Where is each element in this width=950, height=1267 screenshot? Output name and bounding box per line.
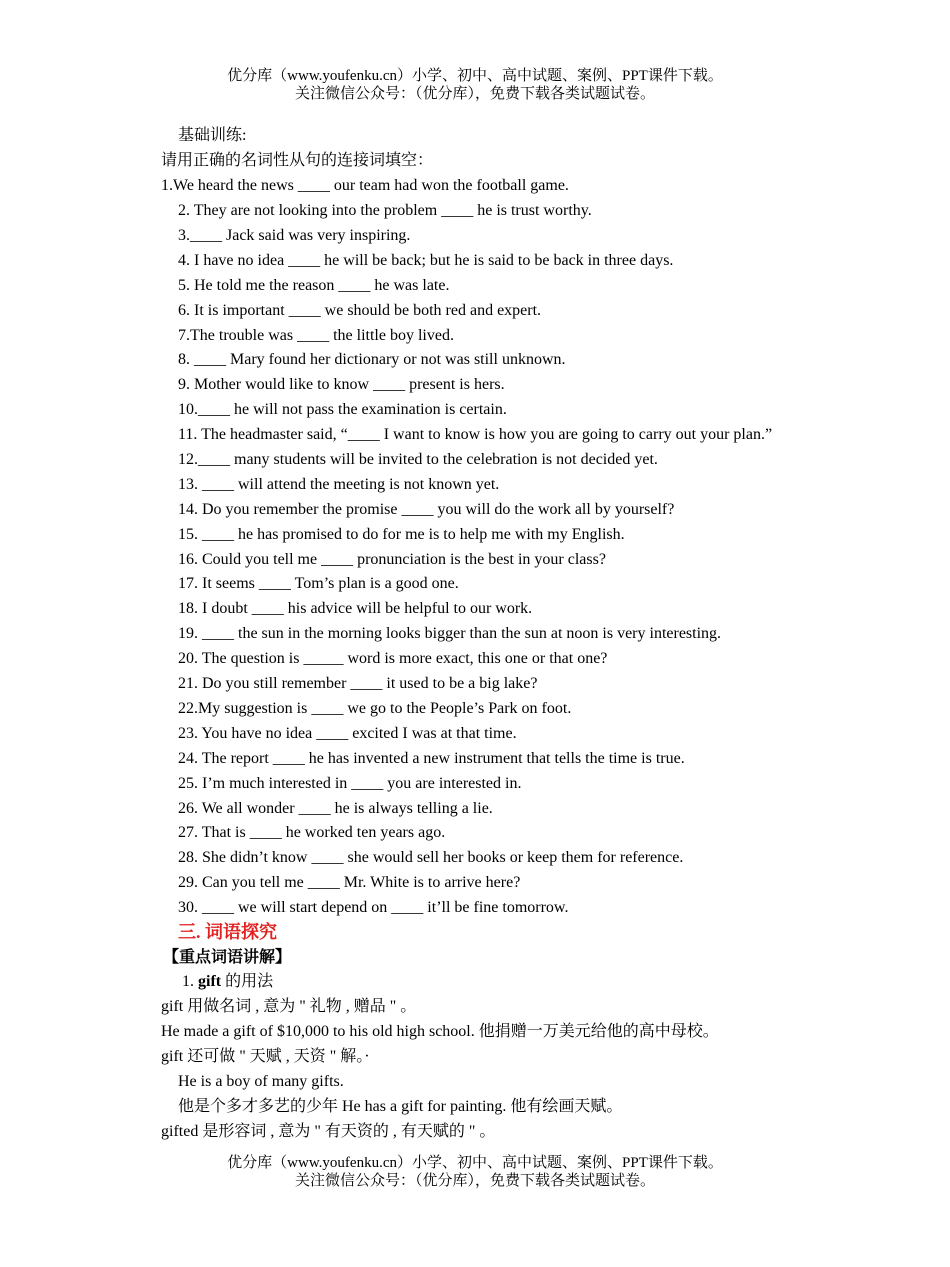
question-15: 15. ____ he has promised to do for me is to help me with my English.	[178, 526, 625, 543]
question-21: 21. Do you still remember ____ it used to be a big lake?	[178, 675, 538, 692]
vocab-item-rest: 的用法	[221, 973, 274, 990]
question-10: 10.____ he will not pass the examination is certain.	[178, 401, 507, 418]
question-4: 4. I have no idea ____ he will be back; but he is said to be back in three days.	[178, 252, 674, 269]
question-13: 13. ____ will attend the meeting is not known yet.	[178, 476, 500, 493]
vocab-line-2: He made a gift of $10,000 to his old high school. 他捐赠一万美元给他的高中母校。	[161, 1023, 719, 1040]
question-25: 25. I’m much interested in ____ you are interested in.	[178, 775, 522, 792]
question-1: 1.We heard the news ____ our team had won the football game.	[161, 177, 569, 194]
vocab-line-3: gift 还可做 " 天赋 , 天资 " 解。·	[161, 1048, 370, 1065]
vocab-item-word: gift	[198, 973, 222, 990]
question-27: 27. That is ____ he worked ten years ago.	[178, 824, 446, 841]
question-16: 16. Could you tell me ____ pronunciation is the best in your class?	[178, 551, 606, 568]
question-14: 14. Do you remember the promise ____ you will do the work all by yourself?	[178, 501, 675, 518]
vocab-item-1	[182, 972, 273, 992]
header-line-2: 关注微信公众号：（优分库），免费下载各类试题试卷。	[294, 86, 655, 102]
section-title: 基础训练:	[178, 127, 247, 144]
question-5: 5. He told me the reason ____ he was late.	[178, 277, 450, 294]
question-24: 24. The report ____ he has invented a new instrument that tells the time is true.	[178, 750, 685, 767]
question-20: 20. The question is _____ word is more exact, this one or that one?	[178, 650, 608, 667]
footer-line-2: 关注微信公众号：（优分库），免费下载各类试题试卷。	[294, 1173, 655, 1189]
page-header	[0, 67, 950, 103]
vocab-line-1: gift 用做名词 , 意为 " 礼物 , 赠品 " 。	[161, 998, 417, 1015]
question-17: 17. It seems ____ Tom’s plan is a good one.	[178, 575, 459, 592]
question-8: 8. ____ Mary found her dictionary or not was still unknown.	[178, 351, 566, 368]
question-12: 12.____ many students will be invited to the celebration is not decided yet.	[178, 451, 658, 468]
question-30: 30. ____ we will start depend on ____ it’ll be fine tomorrow.	[178, 899, 569, 916]
question-28: 28. She didn’t know ____ she would sell her books or keep them for reference.	[178, 849, 684, 866]
question-23: 23. You have no idea ____ excited I was at that time.	[178, 725, 517, 742]
vocab-line-6: gifted 是形容词 , 意为 " 有天资的 , 有天赋的 " 。	[161, 1123, 496, 1140]
question-11: 11. The headmaster said, “____ I want to know is how you are going to carry out your plan.”	[178, 426, 773, 443]
page-footer	[0, 1154, 950, 1190]
question-2: 2. They are not looking into the problem ____ he is trust worthy.	[178, 202, 592, 219]
question-9: 9. Mother would like to know ____ present is hers.	[178, 376, 505, 393]
question-7: 7.The trouble was ____ the little boy lived.	[178, 327, 454, 344]
question-29: 29. Can you tell me ____ Mr. White is to arrive here?	[178, 874, 521, 891]
question-22: 22.My suggestion is ____ we go to the People’s Park on foot.	[178, 700, 572, 717]
vocab-line-5: 他是个多才多艺的少年 He has a gift for painting. 他有绘画天赋。	[178, 1098, 623, 1115]
part3-title: 三. 词语探究	[178, 922, 277, 942]
part3-subheading: 【重点词语讲解】	[163, 949, 292, 966]
question-3: 3.____ Jack said was very inspiring.	[178, 227, 411, 244]
header-line-1: 优分库（www.youfenku.cn）小学、初中、高中试题、案例、PPT课件下载。	[227, 68, 723, 84]
vocab-item-number: 1.	[182, 973, 198, 990]
instruction: 请用正确的名词性从句的连接词填空：	[161, 152, 434, 169]
vocab-line-4: He is a boy of many gifts.	[178, 1073, 344, 1090]
question-26: 26. We all wonder ____ he is always telling a lie.	[178, 800, 493, 817]
question-18: 18. I doubt ____ his advice will be helpful to our work.	[178, 600, 533, 617]
question-19: 19. ____ the sun in the morning looks bigger than the sun at noon is very interesting.	[178, 625, 722, 642]
footer-line-1: 优分库（www.youfenku.cn）小学、初中、高中试题、案例、PPT课件下载。	[227, 1155, 723, 1171]
question-6: 6. It is important ____ we should be both red and expert.	[178, 302, 542, 319]
